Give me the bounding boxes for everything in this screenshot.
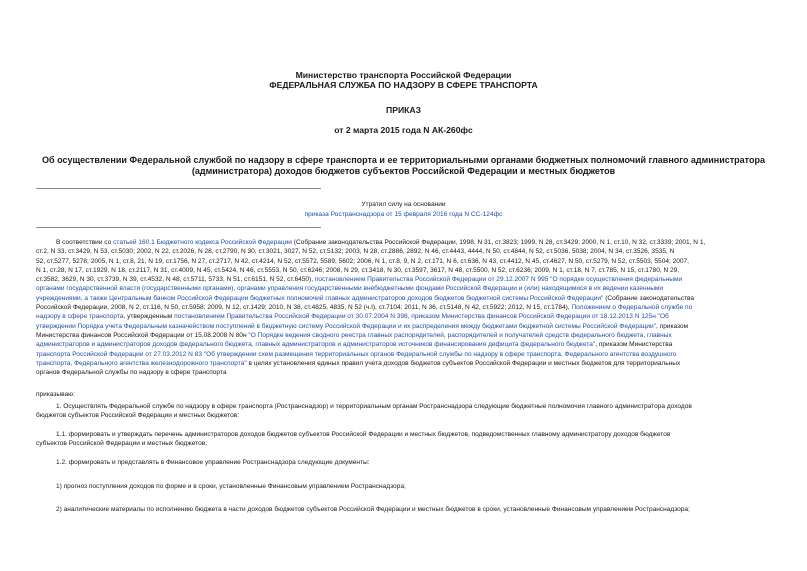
- order-80n-link[interactable]: "О Порядке ведения сводного реестра главных распорядителей, распорядителей и получателей средств федерального бюджета, главных: [248, 331, 672, 339]
- divider-top: [36, 188, 321, 189]
- preamble-line: утверждении Порядка учета Федеральным казначейством поступлений в бюджетную систему Российской Федерации и их распределения между бюджетами бюджетной системы Российской Федерации", приказом: [36, 322, 689, 330]
- paragraph-1-1: 1.1. формировать и утверждать перечень администраторов доходов бюджетов субъектов Российской Федерации и местных бюджетов, подведомственных главному администратору доходов бюджетов субъектов Российской Федерации и местных бюджетов;: [36, 431, 671, 448]
- order-83-link-cont[interactable]: транспорта, Федерального агентства железнодорожного транспорта": [36, 359, 247, 367]
- preamble-line: транспорта, Федерального агентства железнодорожного транспорта" в целях установления единых правил учета доходов бюджетов субъектов Российской Федерации и местных бюджетов для территориальных: [36, 359, 681, 367]
- resolution-995-link-cont[interactable]: органами государственной власти (государственными органами), органами управления государственными внебюджетными фондами Российской Федерации и (или) находящимися в их ведении казенными: [36, 285, 664, 293]
- doc-title-line-1: Об осуществлении Федеральной службой по надзору в сфере транспорта и ее территориальными органами бюджетных полномочий главного администратора: [42, 155, 765, 165]
- order-125n-link[interactable]: утверждении Порядка учета Федеральным казначейством поступлений в бюджетную систему Российской Федерации и их распределения между бюджетами бюджетной системы Российской Федерации": [36, 322, 657, 330]
- preamble-line: N 1, ст.28, N 17, ст.1929, N 18, ст.2117, N 31, ст.4009, N 45, ст.5424, N 46, ст.5553, N 50, ст.6246; 2008, N 29, ст.3418, N 30, ст.3597, 3617, N 48, ст.5500, N 52, ст.6236; 2009, N 1, ст.18, N 7, ст.785, N 15, ст.1780, N 29,: [36, 266, 680, 274]
- preamble-line: ст.3582, 3629, N 30, ст.3739, N 39, ст.4532, N 48, ст.5711, 5733, N 51, ст.6151, N 52, ст.6450), постановлением Правительства Российской Федерации от 29.12.2007 N 995 "О порядке осуществления федеральными: [36, 276, 683, 284]
- preamble-line: Российской Федерации, 2008, N 2, ст.116, N 50, ст.5958; 2009, N 12, ст.1429; 2010, N 38, ст.4825, 4835, N 52 (ч.I), ст.7104; 2011, N 36, ст.5148, N 42, ст.5922; 2012, N 15, ст.1784), Положением о Федеральной службе по: [36, 304, 693, 312]
- doc-title-line-2: (администратора) доходов бюджетов субъектов Российской Федерации и местных бюджетов: [191, 166, 616, 176]
- regulation-link[interactable]: Положением о Федеральной службе по: [571, 304, 693, 312]
- orders-word: приказываю:: [36, 391, 75, 398]
- resolution-398-link[interactable]: постановлением Правительства Российской Федерации от 30.07.2004 N 398, приказом Министерства финансов Российской Федерации от 18.12.2013 N 125н "Об: [174, 313, 669, 321]
- preamble-line: 52, ст.5277, 5278; 2005, N 1, ст.8, 21, N 19, ст.1756, N 27, ст.2717, N 42, ст.4214, N 52, ст.5572, 5589, 5602; 2006, N 1, ст.8, 9, N 2, ст.171, N 6, ст.636, N 43, ст.4412, N 45, ст.4627, N 50, ст.5279, N 52, ст.5503, 5504; 2007,: [36, 257, 689, 265]
- list-item-2: 2) аналитические материалы по исполнению бюджета в части доходов бюджетов субъектов Российской Федерации и местных бюджетов в сроки, установленные Финансовым управлением Ространснадзора;: [56, 506, 690, 513]
- doc-date-number: от 2 марта 2015 года N АК-260фс: [334, 125, 473, 135]
- preamble-line: администраторов и администраторов доходов федерального бюджета, главных администраторов и администраторов источников финансирования дефицита федерального бюджета", приказом Министерства: [36, 341, 673, 349]
- service-name: ФЕДЕРАЛЬНАЯ СЛУЖБА ПО НАДЗОРУ В СФЕРЕ ТРАНСПОРТА: [269, 80, 538, 90]
- list-item-1: 1) прогноз поступления доходов по форме и в сроки, установленные Финансовым управлением Ространснадзора;: [56, 483, 406, 490]
- preamble-line: учреждениями, а также Центральным банком Российской Федерации бюджетных полномочий главных администраторов доходов бюджетов бюджетной системы Российской Федерации" (Собрание законодательства: [36, 294, 695, 302]
- regulation-link-cont[interactable]: надзору в сфере транспорта: [36, 313, 124, 321]
- paragraph-1-2: 1.2. формировать и представлять в Финансовое управление Ространснадзора следующие документы:: [56, 459, 370, 466]
- budget-code-link[interactable]: статьей 160.1 Бюджетного кодекса Российской Федерации: [113, 239, 292, 246]
- preamble: [36, 238, 772, 377]
- ministry-name: Министерство транспорта Российской Федерации: [295, 70, 512, 80]
- repeal-order-link[interactable]: приказа Ространснадзора от 15 февраля 2016 года N СС-124фс: [304, 211, 503, 218]
- status-note-link-line: [0, 210, 807, 219]
- preamble-line: органов Федеральной службы по надзору в сфере транспорта: [36, 369, 227, 377]
- doc-type: ПРИКАЗ: [386, 105, 421, 115]
- preamble-line: надзору в сфере транспорта, утвержденным постановлением Правительства Российской Федерации от 30.07.2004 N 398, приказом Министерства финансов Российской Федерации от 18.12.2013 N 125н "Об: [36, 313, 669, 321]
- divider-bottom: [36, 227, 321, 228]
- preamble-line: ст.2, N 33, ст.3429, N 53, ст.5030; 2002, N 22, ст.2026, N 28, ст.2790, N 30, ст.3021, 3027, N 52, ст.5132; 2003, N 28, ст.2886, 2892, N 46, ст.4443, 4444, N 50, ст.4844, N 52, ст.5036, 5038; 2004, N 34, ст.3526, 3535, N: [36, 248, 675, 256]
- order-80n-link-cont[interactable]: администраторов и администраторов доходов федерального бюджета, главных администраторов и администраторов источников финансирования дефицита федерального бюджета": [36, 341, 596, 349]
- order-83-link[interactable]: транспорта Российской Федерации от 27.03.2012 N 83 "Об утверждении схем размещения территориальных органов Федеральной службы по надзору в сфере транспорта, Федерального агентства воздушного: [36, 350, 677, 358]
- status-note-text: Утратил силу на основании: [361, 201, 446, 208]
- resolution-995-link[interactable]: постановлением Правительства Российской Федерации от 29.12.2007 N 995 "О порядке осуществления федеральными: [314, 276, 683, 284]
- paragraph-1: 1. Осуществлять Федеральной службе по надзору в сфере транспорта (Ространснадзор) и территориальным органам Ространснадзора следующие бюджетные полномочия главного администратора доходов бюджетов субъектов Российской Федерации и местных бюджетов:: [36, 403, 692, 420]
- resolution-995-link-end[interactable]: учреждениями, а также Центральным банком Российской Федерации бюджетных полномочий главных администраторов доходов бюджетов бюджетной системы Российской Федерации": [36, 294, 604, 302]
- preamble-line: В соответствии со статьей 160.1 Бюджетного кодекса Российской Федерации (Собрание законодательства Российской Федерации, 1998, N 31, ст.3823; 1999, N 28, ст.3429; 2000, N 1, ст.10, N 32, ст.3339; 2001, N 1,: [56, 239, 706, 246]
- preamble-line: Министерства финансов Российской Федерации от 15.08.2008 N 80н "О Порядке ведения сводного реестра главных распорядителей, распорядителей и получателей средств федерального бюджета, главных: [36, 331, 672, 339]
